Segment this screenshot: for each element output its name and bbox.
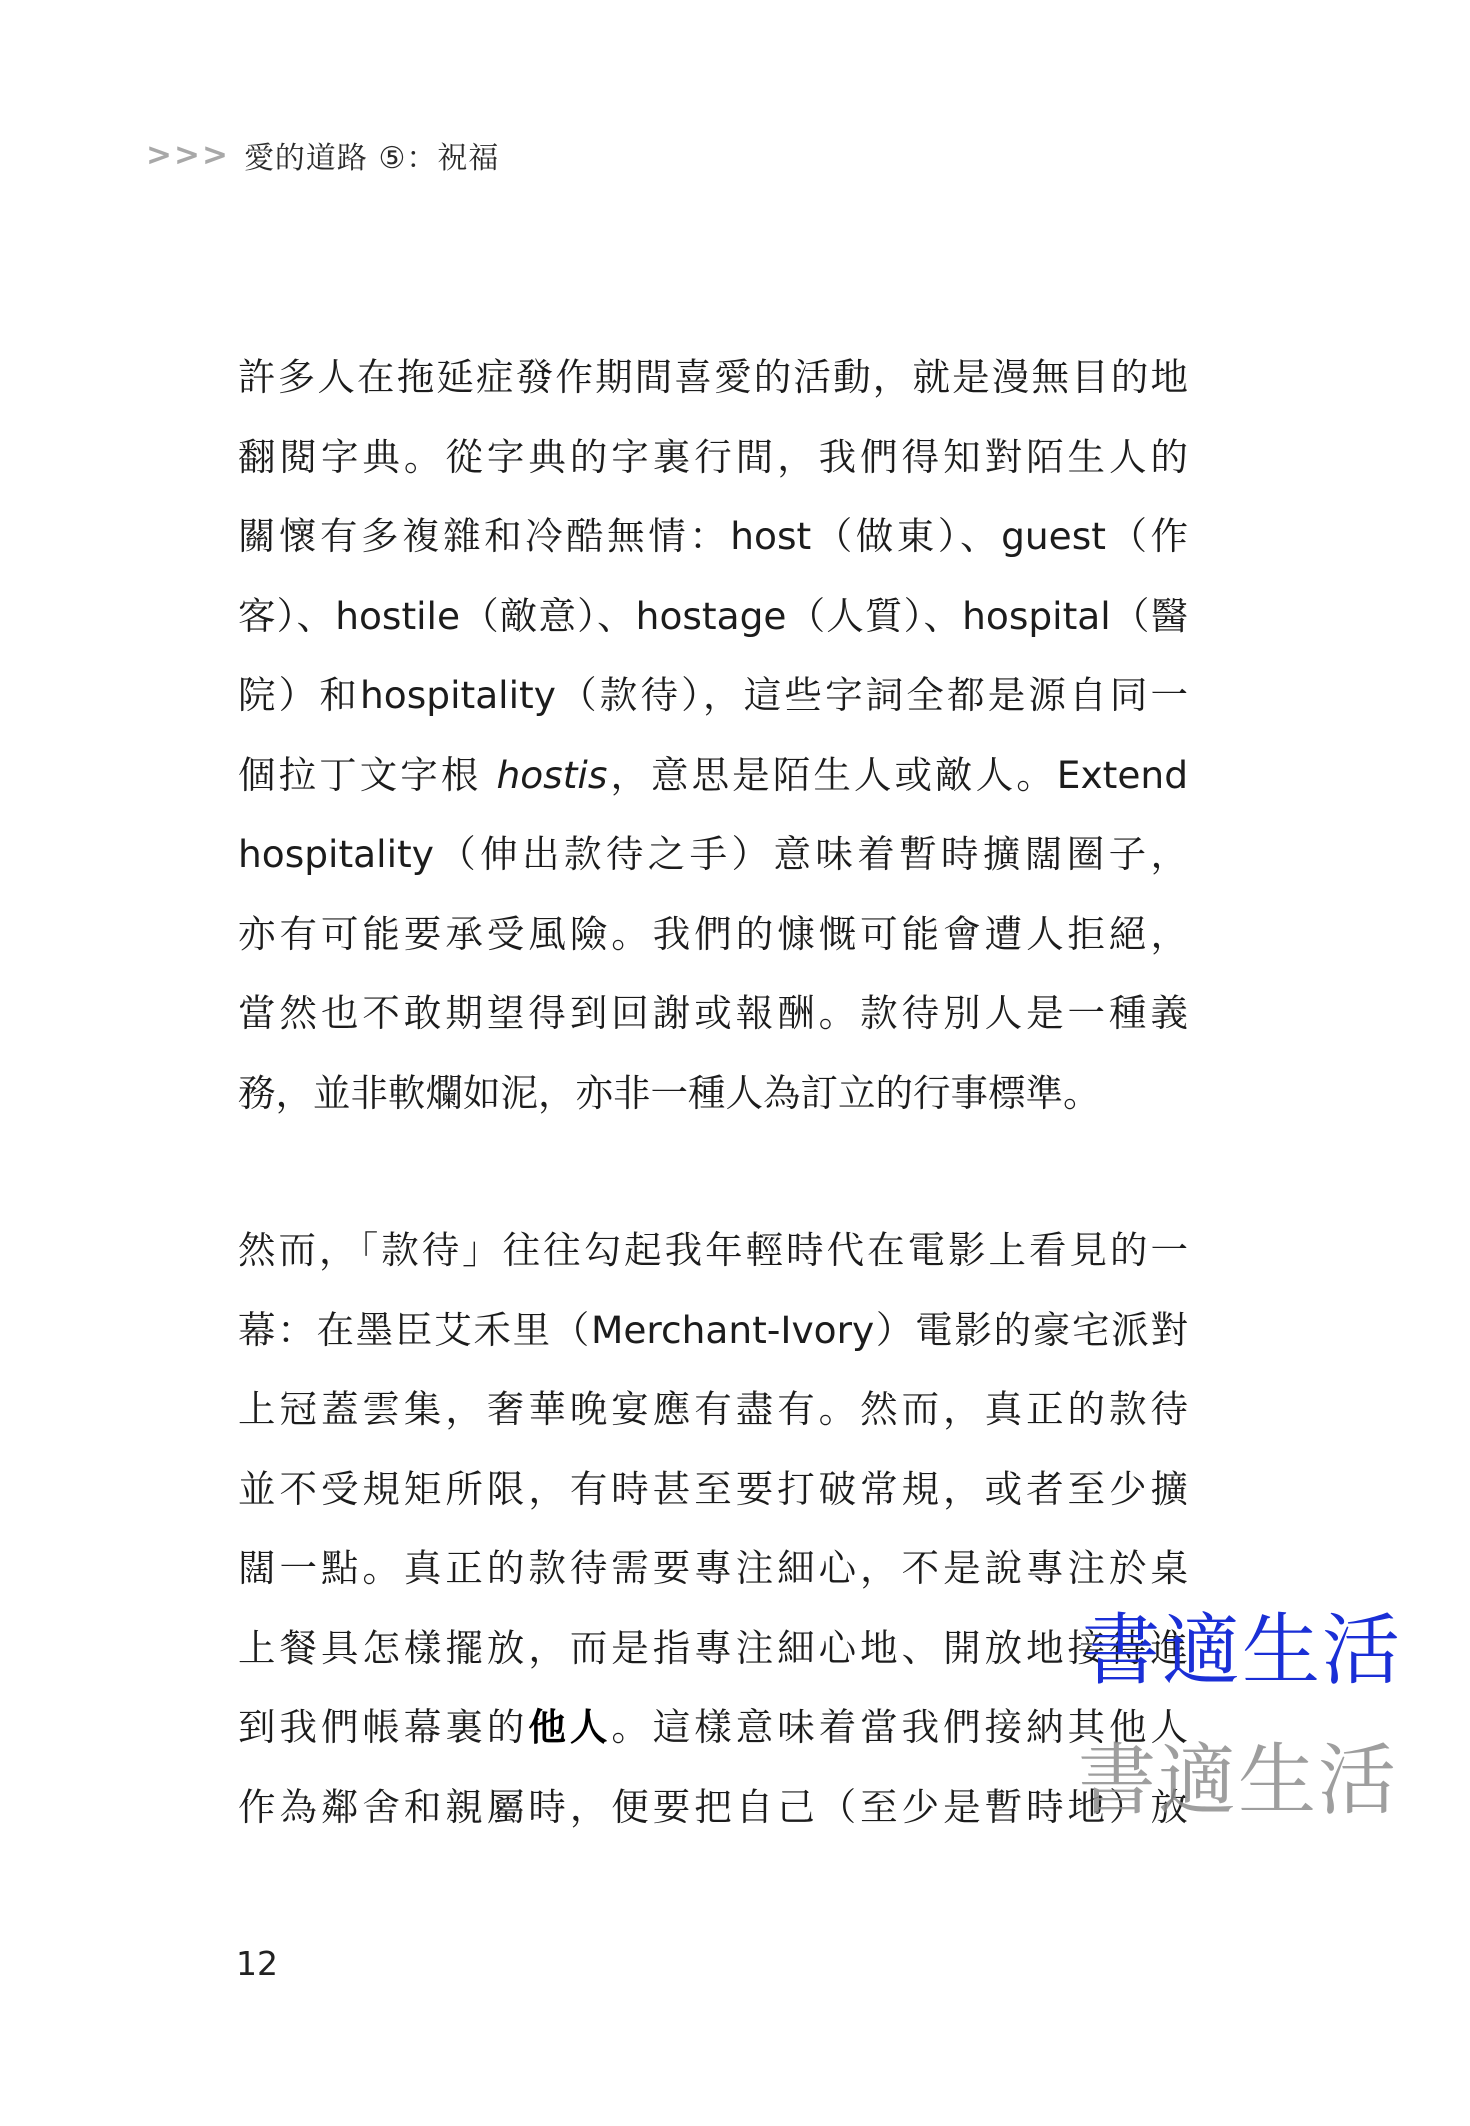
paragraph-1 [238,338,1188,1133]
text-line: 務，並非軟爛如泥，亦非一種人為訂立的行事標準。 [238,1070,1101,1115]
header-arrows-icon: >>> [146,137,230,173]
text-line: 並不受規矩所限，有時甚至要打破常規，或者至少擴 [238,1466,1188,1511]
text-line: 翻閱字典。從字典的字裏行間，我們得知對陌生人的 [238,434,1188,479]
text-line [238,736,1188,816]
text-line: 然而，「款待」往往勾起我年輕時代在電影上看見的一 [238,1228,1188,1272]
header-title: 愛的道路 ⑤：祝福 [243,141,500,176]
watermark-gray: 書適生活 [1078,1736,1399,1826]
text-line: 闊一點。真正的款待需要專注細心，不是說專注於桌 [238,1546,1188,1590]
text-line: 上餐具怎樣擺放，而是指專注細心地、開放地接待進 [238,1625,1188,1670]
watermark-blue: 書適生活 [1082,1606,1403,1696]
text-line: 亦有可能要承受風險。我們的慷慨可能會遭人拒絕， [238,911,1188,956]
text-segment: 個拉丁文字根 [238,752,497,797]
text-line: 幕：在墨臣艾禾里（Merchant-Ivory）電影的豪宅派對 [238,1307,1188,1352]
text-line [238,1688,1188,1768]
bold-emphasis: 他人 [528,1705,612,1749]
text-line: 作為鄰舍和親屬時，便要把自己（至少是暫時地）放 [238,1784,1188,1829]
paragraph-2 [238,1211,1188,1847]
running-header [146,130,499,180]
text-line: 關懷有多複雜和冷酷無情：host（做東）、guest（作 [238,514,1188,558]
text-line: 當然也不敢期望得到回謝或報酬。款待別人是一種義 [238,991,1188,1035]
text-line: 院）和hospitality（款待），這些字詞全都是源自同一 [238,673,1188,717]
text-segment: 。這樣意味着當我們接納其他人 [611,1705,1189,1749]
text-segment: 到我們帳幕裏的 [238,1705,529,1749]
text-line: 客）、hostile（敵意）、hostage（人質）、hospital（醫 [238,593,1188,638]
text-line: 上冠蓋雲集，奢華晚宴應有盡有。然而，真正的款待 [238,1387,1188,1431]
text-line: 許多人在拖延症發作期間喜愛的活動，就是漫無目的地 [238,355,1188,399]
text-line: hospitality（伸出款待之手）意味着暫時擴闊圈子， [238,832,1188,876]
italic-latin-word: hostis [496,752,608,797]
text-segment: ，意思是陌生人或敵人。Extend [607,752,1189,797]
page-number: 12 [236,1944,278,1983]
